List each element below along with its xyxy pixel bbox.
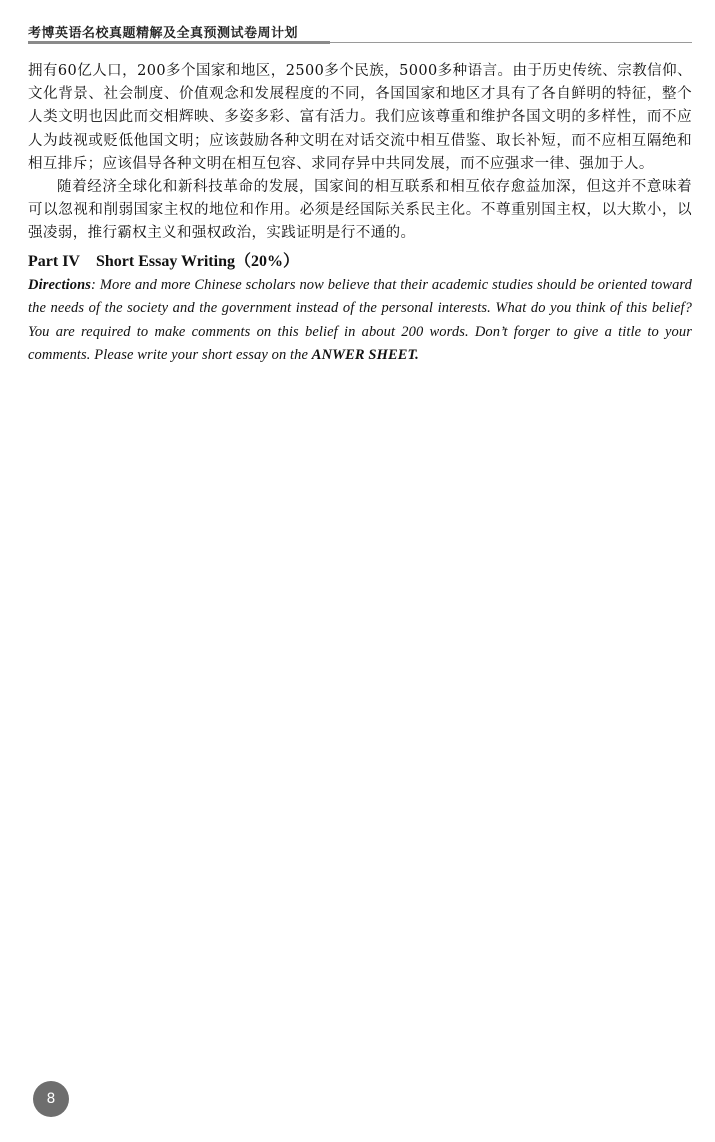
directions-paragraph xyxy=(28,274,692,368)
running-title: 考博英语名校真题精解及全真预测试卷周计划 xyxy=(28,26,299,41)
body-paragraph-2: 随着经济全球化和新科技革命的发展，国家间的相互联系和相互依存愈益加深，但这并不意味着可以忽视和削弱国家主权的地位和作用。必须是经国际关系民主化。不尊重别国主权，以大欺小，以强凌弱，推行霸权主义和强权政治，实践证明是行不通的。 xyxy=(28,179,692,242)
running-header xyxy=(28,20,692,44)
part-label: Part IV xyxy=(28,252,80,270)
directions-emphasis: ANWER SHEET. xyxy=(311,347,419,364)
page-content xyxy=(28,60,692,368)
directions-label: Directions xyxy=(28,276,92,293)
header-rule-thick xyxy=(28,41,330,44)
body-paragraph-1: 拥有60亿人口，200多个国家和地区，2500多个民族，5000多种语言。由于历史传统、宗教信仰、文化背景、社会制度、价值观念和发展程度的不同，各国国家和地区才具有了各自鲜明的特征，整个人类文明也因此而交相辉映、多姿多彩、富有活力。我们应该尊重和维护各国文明的多样性，而不应人为歧视或贬低他国文明；应该鼓励各种文明在对话交流中相互借鉴、取长补短，而不应相互隔绝和相互排斥；应该倡导各种文明在相互包容、求同存异中共同发展，而不应强求一律、强加于人。 xyxy=(28,63,692,172)
header-rule-thin xyxy=(330,42,692,43)
part-title: Short Essay Writing（20%） xyxy=(95,252,299,270)
part-iv-heading xyxy=(28,250,692,274)
directions-text: : More and more Chinese scholars now believe that their academic studies should be oriented toward the needs of the society and the government instead of the personal interests. What do you think of this belief? You are required to make comments on this belief in about 200 words. Don’t forger to give a title to your comments. Please write your short essay on the xyxy=(28,276,692,364)
page-number-badge: 8 xyxy=(33,1081,69,1117)
